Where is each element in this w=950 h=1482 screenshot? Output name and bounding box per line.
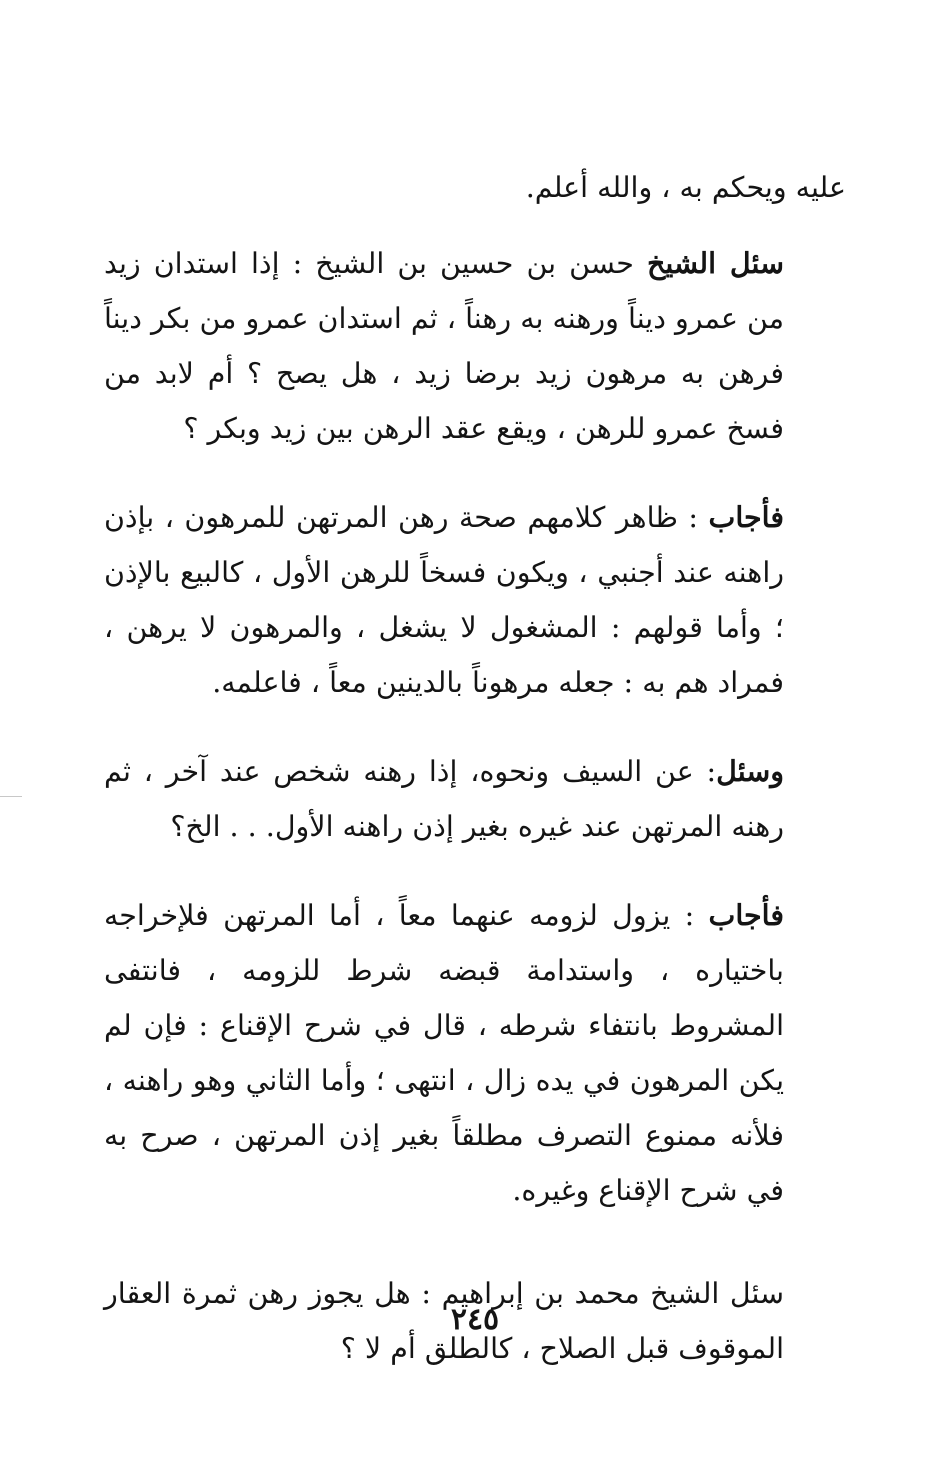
paragraph-text: : ظاهر كلامهم صحة رهن المرتهن للمرهون ، بإذن راهنه عند أجنبي ، ويكون فسخاً للرهن الأول ، كالبيع بالإذن ؛ وأما قولهم : المشغول لا يشغل ، والمرهون لا يرهن ، فمراد هم به : جعله مرهوناً بالدينين معاً ، فاعلمه. — [104, 501, 784, 699]
paragraph-answer-1 — [104, 490, 846, 710]
paragraph-text: : عن السيف ونحوه، إذا رهنه شخص عند آخر ، ثم رهنه المرتهن عند غيره بغير إذن راهنه الأول. . . الخ؟ — [104, 755, 784, 843]
paragraph-lead: فأجاب — [708, 500, 784, 534]
paragraph-text: عليه ويحكم به ، والله أعلم. — [525, 171, 846, 204]
paragraph-text: : يزول لزومه عنهما معاً ، أما المرتهن فلإخراجه باختياره ، واستدامة قبضه شرط للزومه ، فانتفى المشروط بانتفاء شرطه ، قال في شرح الإقناع : فإن لم يكن المرهون في يده زال ، انتهى ؛ وأما الثاني وهو راهنه ، فلأنه ممنوع التصرف مطلقاً بغير إذن المرتهن ، صرح به في شرح الإقناع وغيره. — [104, 899, 784, 1207]
paragraph-lead: وسئل — [716, 754, 784, 788]
paragraph-answer-2 — [104, 888, 846, 1218]
page-number: ٢٤٥ — [450, 1302, 500, 1337]
page-body — [104, 160, 846, 1376]
paragraph-text: حسن بن حسين بن الشيخ : إذا استدان زيد من عمرو ديناً ورهنه به رهناً ، ثم استدان عمرو من بكر ديناً فرهن به مرهون زيد برضا زيد ، هل يصح ؟ أم لابد من فسخ عمرو للرهن ، ويقع عقد الرهن بين زيد وبكر ؟ — [104, 247, 784, 445]
paragraph-lead: سئل الشيخ — [646, 246, 784, 280]
scan-margin-mark — [0, 796, 22, 797]
paragraph-continuation — [104, 160, 846, 215]
paragraph-text: سئل الشيخ محمد بن إبراهيم : هل يجوز رهن ثمرة العقار الموقوف قبل الصلاح ، كالطلق أم لا ؟ — [104, 1277, 784, 1365]
paragraph-question-1 — [104, 236, 846, 456]
paragraph-lead: فأجاب — [708, 898, 784, 932]
paragraph-question-2 — [104, 744, 846, 854]
